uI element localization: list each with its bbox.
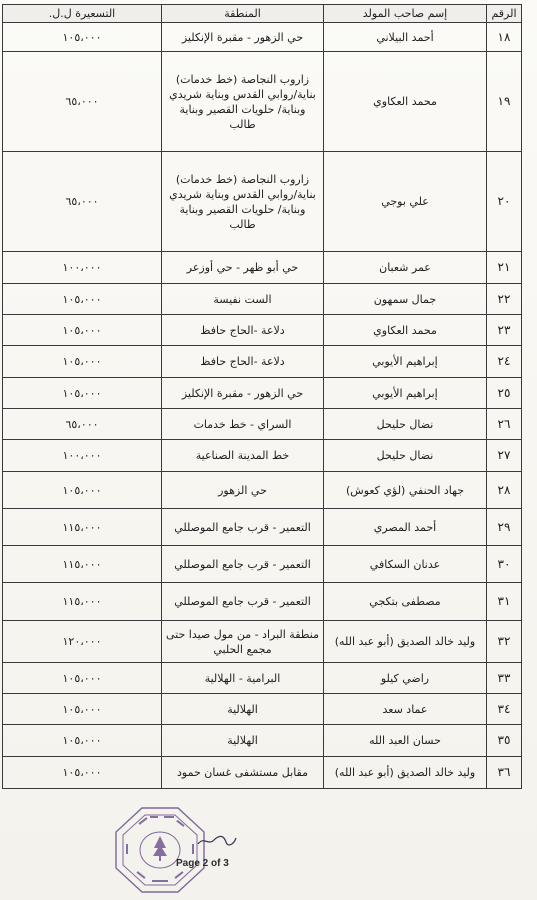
price-cell: ١٠٥،٠٠٠: [3, 23, 162, 52]
owner-name: عماد سعد: [324, 694, 487, 725]
price-cell: ١٠٥،٠٠٠: [3, 284, 162, 315]
price-cell: ١٠٥،٠٠٠: [3, 663, 162, 694]
area-cell: السراي - خط خدمات: [162, 409, 324, 440]
price-cell: ١٠٥،٠٠٠: [3, 694, 162, 725]
area-cell: الهلالية: [162, 694, 324, 725]
owner-name: عمر شعبان: [324, 252, 487, 284]
area-cell: منطقة البراد - من مول صيدا حتى مجمع الحلبي: [162, 621, 324, 663]
price-cell: ١٠٥،٠٠٠: [3, 378, 162, 409]
area-cell: التعمير - قرب جامع الموصللي: [162, 583, 324, 621]
owner-name: إبراهيم الأيوبي: [324, 346, 487, 378]
row-number: ٢٨: [487, 472, 522, 509]
table-row: [3, 346, 522, 378]
page-number-label: Page 2 of 3: [176, 858, 229, 869]
owner-name: جهاد الحنفي (لؤي كعوش): [324, 472, 487, 509]
header-price: التسعيرة ل.ل.: [3, 5, 162, 23]
row-number: ٣٣: [487, 663, 522, 694]
owner-name: جمال سمهون: [324, 284, 487, 315]
price-cell: ٦٥،٠٠٠: [3, 409, 162, 440]
owner-name: نضال حليحل: [324, 440, 487, 472]
area-cell: الست نفيسة: [162, 284, 324, 315]
owner-name: علي بوجي: [324, 152, 487, 252]
header-number: الرقم: [487, 5, 522, 23]
table-row: [3, 694, 522, 725]
row-number: ٣٢: [487, 621, 522, 663]
owner-name: حسان العبد الله: [324, 725, 487, 757]
owner-name: أحمد المصري: [324, 509, 487, 546]
area-cell: التعمير - قرب جامع الموصللي: [162, 546, 324, 583]
area-cell: حي الزهور - مقبرة الإنكليز: [162, 23, 324, 52]
row-number: ٣٥: [487, 725, 522, 757]
area-cell: دلاعة -الحاج حافظ: [162, 315, 324, 346]
owner-name: محمد العكاوي: [324, 52, 487, 152]
table-body: [3, 23, 522, 789]
price-cell: ١٠٥،٠٠٠: [3, 346, 162, 378]
price-cell: ٦٥،٠٠٠: [3, 52, 162, 152]
price-cell: ١٠٥،٠٠٠: [3, 315, 162, 346]
row-number: ٢٠: [487, 152, 522, 252]
table-row: [3, 725, 522, 757]
row-number: ٢٦: [487, 409, 522, 440]
owner-name: وليد خالد الصديق (أبو عبد الله): [324, 757, 487, 789]
row-number: ٢٣: [487, 315, 522, 346]
table-row: [3, 509, 522, 546]
owner-name: راضي كيلو: [324, 663, 487, 694]
owner-name: إبراهيم الأيوبي: [324, 378, 487, 409]
table-row: [3, 409, 522, 440]
price-cell: ١٠٥،٠٠٠: [3, 725, 162, 757]
table-header-row: [3, 5, 522, 23]
price-cell: ١٠٠،٠٠٠: [3, 252, 162, 284]
row-number: ٢١: [487, 252, 522, 284]
row-number: ١٨: [487, 23, 522, 52]
table-row: [3, 315, 522, 346]
row-number: ٢٤: [487, 346, 522, 378]
area-cell: الهلالية: [162, 725, 324, 757]
area-cell: زاروب النجاصة (خط خدمات) بناية/روابي القدس وبناية شريدي وبناية/ حلويات القصير وبناية طالب: [162, 152, 324, 252]
row-number: ٢٩: [487, 509, 522, 546]
table-row: [3, 284, 522, 315]
table-row: [3, 757, 522, 789]
header-area: المنطقة: [162, 5, 324, 23]
price-cell: ٦٥،٠٠٠: [3, 152, 162, 252]
row-number: ٢٥: [487, 378, 522, 409]
table-row: [3, 378, 522, 409]
price-cell: ١٢٠،٠٠٠: [3, 621, 162, 663]
owner-name: وليد خالد الصديق (أبو عبد الله): [324, 621, 487, 663]
owner-name: نضال حليحل: [324, 409, 487, 440]
table-row: [3, 440, 522, 472]
header-owner-name: إسم صاحب المولد: [324, 5, 487, 23]
row-number: ١٩: [487, 52, 522, 152]
price-cell: ١٠٥،٠٠٠: [3, 472, 162, 509]
table-row: [3, 663, 522, 694]
row-number: ٣٤: [487, 694, 522, 725]
table-row: [3, 23, 522, 52]
table-row: [3, 252, 522, 284]
area-cell: التعمير - قرب جامع الموصللي: [162, 509, 324, 546]
area-cell: دلاعة -الحاج حافظ: [162, 346, 324, 378]
generator-pricing-table: [2, 4, 522, 789]
area-cell: حي أبو ظهر - حي أوزعر: [162, 252, 324, 284]
row-number: ٢٧: [487, 440, 522, 472]
owner-name: محمد العكاوي: [324, 315, 487, 346]
owner-name: مصطفى بتكجي: [324, 583, 487, 621]
area-cell: خط المدينة الصناعية: [162, 440, 324, 472]
price-cell: ١٠٥،٠٠٠: [3, 757, 162, 789]
price-cell: ١١٥،٠٠٠: [3, 546, 162, 583]
row-number: ٣٠: [487, 546, 522, 583]
price-cell: ١١٥،٠٠٠: [3, 583, 162, 621]
table-row: [3, 621, 522, 663]
row-number: ٣١: [487, 583, 522, 621]
owner-name: عدنان السكافي: [324, 546, 487, 583]
area-cell: البرامية - الهلالية: [162, 663, 324, 694]
signature-scribble: [196, 834, 238, 848]
owner-name: أحمد البيلاني: [324, 23, 487, 52]
price-cell: ١١٥،٠٠٠: [3, 509, 162, 546]
price-cell: ١٠٠،٠٠٠: [3, 440, 162, 472]
table-row: [3, 546, 522, 583]
area-cell: زاروب النجاصة (خط خدمات) بناية/روابي القدس وبناية شريدي وبناية/ حلويات القصير وبناية طالب: [162, 52, 324, 152]
area-cell: حي الزهور: [162, 472, 324, 509]
table-row: [3, 583, 522, 621]
area-cell: حي الزهور - مقبرة الإنكليز: [162, 378, 324, 409]
official-seal-stamp: [112, 804, 208, 896]
table-row: [3, 152, 522, 252]
table-row: [3, 472, 522, 509]
row-number: ٢٢: [487, 284, 522, 315]
table-row: [3, 52, 522, 152]
area-cell: مقابل مستشفى غسان حمود: [162, 757, 324, 789]
row-number: ٣٦: [487, 757, 522, 789]
